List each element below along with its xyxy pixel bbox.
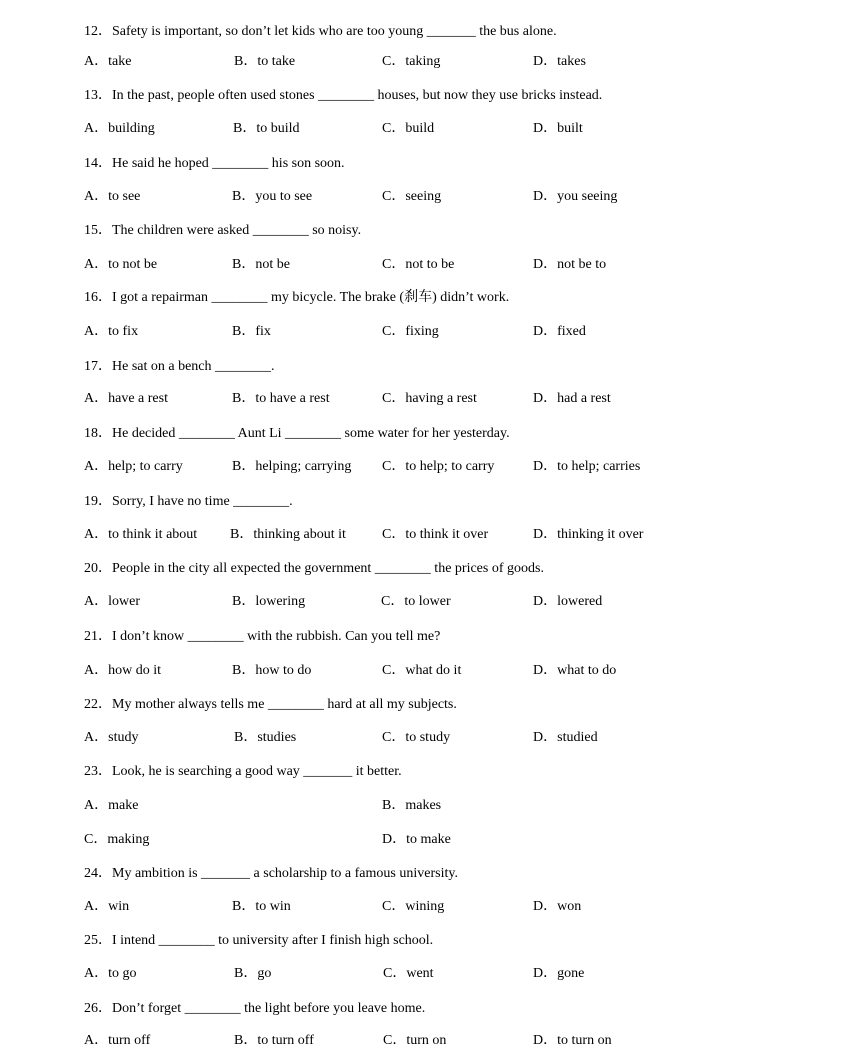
option-text: won	[557, 899, 582, 914]
option-letter: D．	[382, 832, 407, 847]
option-letter: A．	[84, 899, 109, 914]
option-text: gone	[557, 966, 585, 981]
question-stem: 15．The children were asked ________ so noisy.	[84, 223, 362, 238]
option-letter: A．	[84, 121, 109, 136]
option-text: building	[108, 121, 155, 136]
option-text: lowered	[557, 594, 603, 609]
option-d	[533, 253, 606, 273]
option-a	[84, 1029, 150, 1049]
option-letter: B．	[232, 663, 256, 678]
option-d	[533, 117, 583, 137]
option-letter: C．	[382, 189, 406, 204]
option-letter: B．	[382, 798, 406, 813]
option-text: having a rest	[405, 391, 477, 406]
option-letter: C．	[381, 594, 405, 609]
option-a	[84, 320, 138, 340]
option-letter: C．	[382, 663, 406, 678]
option-text: to make	[406, 832, 451, 847]
option-d	[533, 962, 584, 982]
option-text: to turn on	[557, 1033, 612, 1048]
option-text: you seeing	[557, 189, 618, 204]
option-b	[232, 895, 291, 915]
option-letter: D．	[533, 527, 558, 542]
option-text: study	[108, 730, 139, 745]
option-text: to win	[255, 899, 291, 914]
option-text: not to be	[405, 257, 455, 272]
option-b	[232, 185, 312, 205]
question-stem: 21．I don’t know ________ with the rubbish. Can you tell me?	[84, 629, 441, 644]
option-text: turn on	[406, 1033, 447, 1048]
option-d	[533, 320, 586, 340]
option-text: how to do	[255, 663, 312, 678]
option-text: studies	[257, 730, 297, 745]
option-text: to see	[108, 189, 141, 204]
option-b	[230, 523, 346, 543]
option-a	[84, 659, 161, 679]
option-letter: B．	[232, 459, 256, 474]
option-text: to help; to carry	[405, 459, 495, 474]
option-letter: C．	[84, 832, 108, 847]
option-text: fixed	[557, 324, 586, 339]
option-d	[533, 726, 598, 746]
option-text: have a rest	[108, 391, 168, 406]
option-text: to help; carries	[557, 459, 641, 474]
option-letter: A．	[84, 189, 109, 204]
option-d	[533, 895, 581, 915]
option-a	[84, 253, 157, 273]
option-c	[382, 659, 461, 679]
option-a	[84, 455, 183, 475]
option-letter: D．	[533, 663, 558, 678]
option-d	[533, 523, 643, 543]
option-text: to have a rest	[255, 391, 330, 406]
option-d	[533, 455, 640, 475]
question-stem: 20．People in the city all expected the government ________ the prices of goods.	[84, 561, 544, 576]
option-c	[382, 185, 441, 205]
option-text: fixing	[405, 324, 439, 339]
option-a	[84, 726, 138, 746]
option-letter: A．	[84, 966, 109, 981]
option-text: to build	[256, 121, 300, 136]
option-a	[84, 50, 131, 70]
option-letter: B．	[234, 54, 258, 69]
option-letter: B．	[234, 1033, 258, 1048]
option-c	[382, 895, 444, 915]
option-text: to not be	[108, 257, 158, 272]
option-letter: D．	[533, 1033, 558, 1048]
option-text: go	[257, 966, 272, 981]
option-letter: A．	[84, 730, 109, 745]
option-b	[234, 726, 296, 746]
option-letter: B．	[232, 189, 256, 204]
option-letter: C．	[383, 1033, 407, 1048]
option-text: what to do	[557, 663, 617, 678]
option-d	[533, 590, 602, 610]
option-a	[84, 590, 140, 610]
option-letter: D．	[533, 459, 558, 474]
option-letter: A．	[84, 1033, 109, 1048]
option-letter: D．	[533, 257, 558, 272]
option-c	[84, 828, 149, 848]
question-stem: 16．I got a repairman ________ my bicycle. The brake (刹车) didn’t work.	[84, 290, 510, 305]
question-stem: 25．I intend ________ to university after I finish high school.	[84, 933, 434, 948]
option-a	[84, 185, 140, 205]
option-b	[232, 253, 290, 273]
option-text: fix	[255, 324, 271, 339]
option-b	[232, 659, 311, 679]
option-letter: A．	[84, 459, 109, 474]
option-text: went	[406, 966, 434, 981]
option-text: to think it about	[108, 527, 198, 542]
option-letter: C．	[382, 391, 406, 406]
option-letter: A．	[84, 663, 109, 678]
option-text: had a rest	[557, 391, 611, 406]
option-d	[533, 50, 586, 70]
option-letter: D．	[533, 121, 558, 136]
option-text: thinking it over	[557, 527, 644, 542]
option-text: lowering	[255, 594, 306, 609]
question-stem: 17．He sat on a bench ________.	[84, 359, 275, 374]
option-d	[533, 185, 617, 205]
option-text: turn off	[108, 1033, 151, 1048]
option-letter: D．	[533, 391, 558, 406]
option-letter: B．	[234, 730, 258, 745]
option-c	[382, 387, 477, 407]
option-text: to study	[405, 730, 451, 745]
option-letter: A．	[84, 324, 109, 339]
option-c	[383, 962, 434, 982]
option-c	[381, 590, 451, 610]
option-text: seeing	[405, 189, 442, 204]
option-text: to turn off	[257, 1033, 314, 1048]
question-stem: 18．He decided ________ Aunt Li ________ some water for her yesterday.	[84, 426, 510, 441]
option-text: thinking about it	[253, 527, 346, 542]
option-letter: D．	[533, 189, 558, 204]
question-stem: 23．Look, he is searching a good way _______ it better.	[84, 764, 402, 779]
option-c	[383, 1029, 446, 1049]
option-text: to think it over	[405, 527, 489, 542]
option-text: build	[405, 121, 435, 136]
option-text: not be	[255, 257, 290, 272]
question-stem: 14．He said he hoped ________ his son soon.	[84, 156, 345, 171]
option-c	[382, 320, 439, 340]
option-d	[382, 828, 451, 848]
option-letter: A．	[84, 257, 109, 272]
option-b	[234, 50, 295, 70]
question-stem: 12．Safety is important, so don’t let kids who are too young _______ the bus alone.	[84, 24, 557, 39]
option-text: studied	[557, 730, 598, 745]
option-letter: C．	[383, 966, 407, 981]
option-letter: B．	[232, 391, 256, 406]
option-text: making	[107, 832, 150, 847]
option-letter: C．	[382, 54, 406, 69]
option-a	[84, 895, 129, 915]
option-text: help; to carry	[108, 459, 183, 474]
option-a	[84, 523, 197, 543]
option-text: not be to	[557, 257, 607, 272]
option-b	[382, 794, 441, 814]
option-d	[533, 387, 611, 407]
option-letter: B．	[232, 257, 256, 272]
option-text: make	[108, 798, 139, 813]
option-d	[533, 1029, 612, 1049]
option-letter: D．	[533, 899, 558, 914]
option-letter: C．	[382, 121, 406, 136]
option-letter: C．	[382, 730, 406, 745]
option-letter: D．	[533, 730, 558, 745]
option-text: helping; carrying	[255, 459, 352, 474]
option-letter: C．	[382, 324, 406, 339]
option-letter: C．	[382, 527, 406, 542]
option-letter: B．	[233, 121, 257, 136]
option-letter: A．	[84, 798, 109, 813]
option-letter: C．	[382, 257, 406, 272]
option-text: lower	[108, 594, 141, 609]
option-b	[232, 387, 330, 407]
option-c	[382, 726, 450, 746]
option-a	[84, 794, 138, 814]
question-stem: 22．My mother always tells me ________ hard at all my subjects.	[84, 697, 457, 712]
option-a	[84, 962, 137, 982]
option-letter: A．	[84, 527, 109, 542]
option-c	[382, 455, 494, 475]
question-stem: 26．Don’t forget ________ the light before you leave home.	[84, 1001, 426, 1016]
question-stem: 13．In the past, people often used stones ________ houses, but now they use bricks instead.	[84, 88, 603, 103]
option-text: how do it	[108, 663, 162, 678]
option-letter: D．	[533, 324, 558, 339]
option-text: win	[108, 899, 130, 914]
option-letter: A．	[84, 54, 109, 69]
option-text: take	[108, 54, 132, 69]
option-a	[84, 387, 168, 407]
option-letter: B．	[230, 527, 254, 542]
option-letter: A．	[84, 391, 109, 406]
option-a	[84, 117, 155, 137]
option-c	[382, 117, 434, 137]
option-text: to go	[108, 966, 137, 981]
option-text: built	[557, 121, 583, 136]
option-b	[232, 455, 351, 475]
option-letter: B．	[232, 324, 256, 339]
option-text: takes	[557, 54, 586, 69]
option-text: wining	[405, 899, 445, 914]
option-letter: C．	[382, 899, 406, 914]
option-letter: D．	[533, 966, 558, 981]
question-stem: 24．My ambition is _______ a scholarship to a famous university.	[84, 866, 458, 881]
option-d	[533, 659, 616, 679]
option-text: to lower	[404, 594, 451, 609]
option-text: you to see	[255, 189, 313, 204]
option-text: makes	[405, 798, 442, 813]
option-letter: B．	[234, 966, 258, 981]
option-b	[234, 1029, 314, 1049]
option-letter: D．	[533, 54, 558, 69]
option-letter: A．	[84, 594, 109, 609]
option-b	[232, 590, 305, 610]
option-b	[233, 117, 300, 137]
option-c	[382, 50, 440, 70]
question-stem: 19．Sorry, I have no time ________.	[84, 494, 293, 509]
option-text: what do it	[405, 663, 462, 678]
option-text: taking	[405, 54, 441, 69]
option-text: to take	[257, 54, 296, 69]
option-letter: D．	[533, 594, 558, 609]
option-letter: B．	[232, 594, 256, 609]
option-letter: C．	[382, 459, 406, 474]
option-c	[382, 523, 488, 543]
option-letter: B．	[232, 899, 256, 914]
option-b	[232, 320, 271, 340]
option-c	[382, 253, 454, 273]
option-text: to fix	[108, 324, 139, 339]
option-b	[234, 962, 271, 982]
